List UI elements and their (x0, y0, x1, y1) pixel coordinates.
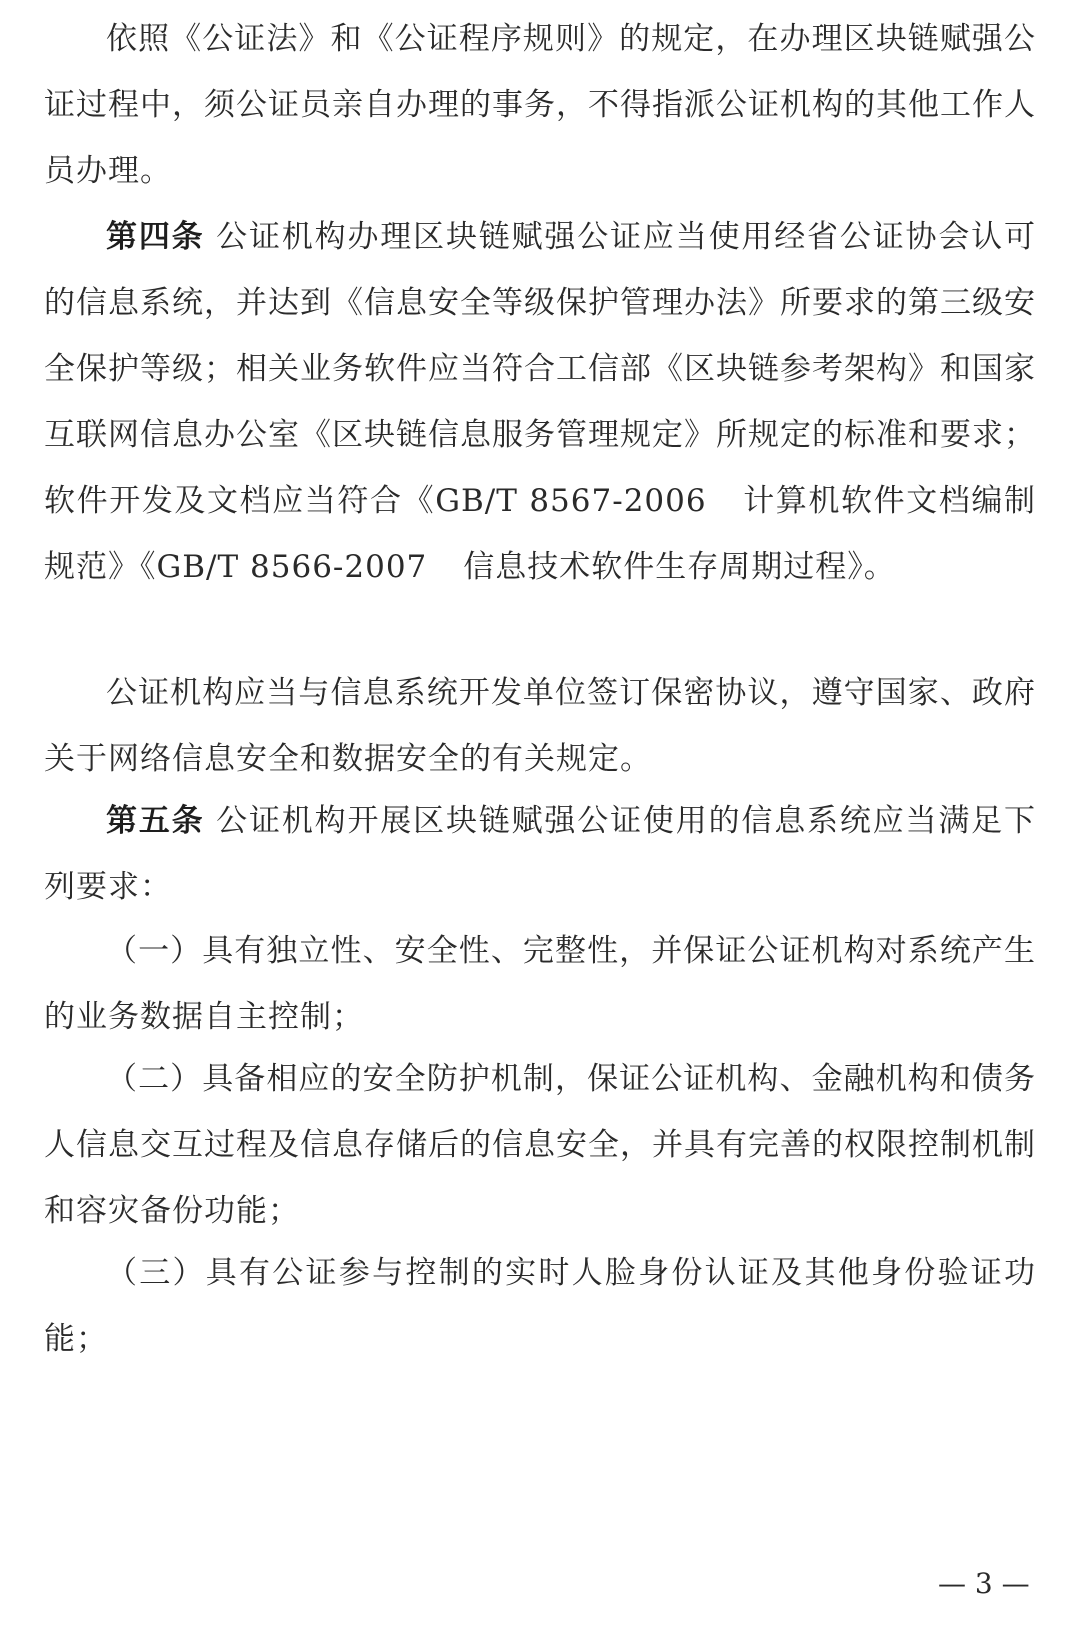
article-heading: 第四条 (106, 219, 205, 255)
paragraph-text: （一）具有独立性、安全性、完整性，并保证公证机构对系统产生的业务数据自主控制； (44, 933, 1036, 1035)
list-item-2 (44, 1046, 1036, 1244)
paragraph-notary-personal-handling (44, 6, 1036, 204)
paragraph-text: 公证机构办理区块链赋强公证应当使用经省公证协会认可的信息系统，并达到《信息安全等级保护管理办法》所要求的第三级安全保护等级；相关业务软件应当符合工信部《区块链参考架构》和国家互联网信息办公室《区块链信息服务管理规定》所规定的标准和要求；软件开发及文档应当符合《GB/T 8567-2006 (44, 219, 1037, 519)
list-item-1 (44, 918, 1036, 1050)
article-heading: 第五条 (106, 803, 205, 839)
list-item-3 (44, 1240, 1036, 1372)
paragraph-article-5 (44, 788, 1036, 920)
paragraph-confidentiality-agreement (44, 660, 1036, 792)
paragraph-text: 公证机构开展区块链赋强公证使用的信息系统应当满足下列要求： (44, 803, 1037, 905)
paragraph-text: 信息技术软件生存周期过程》。 (463, 549, 896, 585)
paragraph-text: 公证机构应当与信息系统开发单位签订保密协议，遵守国家、政府关于网络信息安全和数据安全的有关规定。 (44, 675, 1036, 777)
page-number: — 3 — (938, 1567, 1030, 1600)
paragraph-text: 依照《公证法》和《公证程序规则》的规定，在办理区块链赋强公证过程中，须公证员亲自办理的事务，不得指派公证机构的其他工作人员办理。 (44, 21, 1036, 189)
paragraph-text: （二）具备相应的安全防护机制，保证公证机构、金融机构和债务人信息交互过程及信息存储后的信息安全，并具有完善的权限控制机制和容灾备份功能； (44, 1061, 1036, 1229)
paragraph-text: （三）具有公证参与控制的实时人脸身份认证及其他身份验证功能； (44, 1255, 1036, 1357)
paragraph-text: 计算机软件文档编制规范》《GB/T 8566-2007 (44, 483, 1037, 585)
paragraph-article-4 (44, 204, 1036, 600)
